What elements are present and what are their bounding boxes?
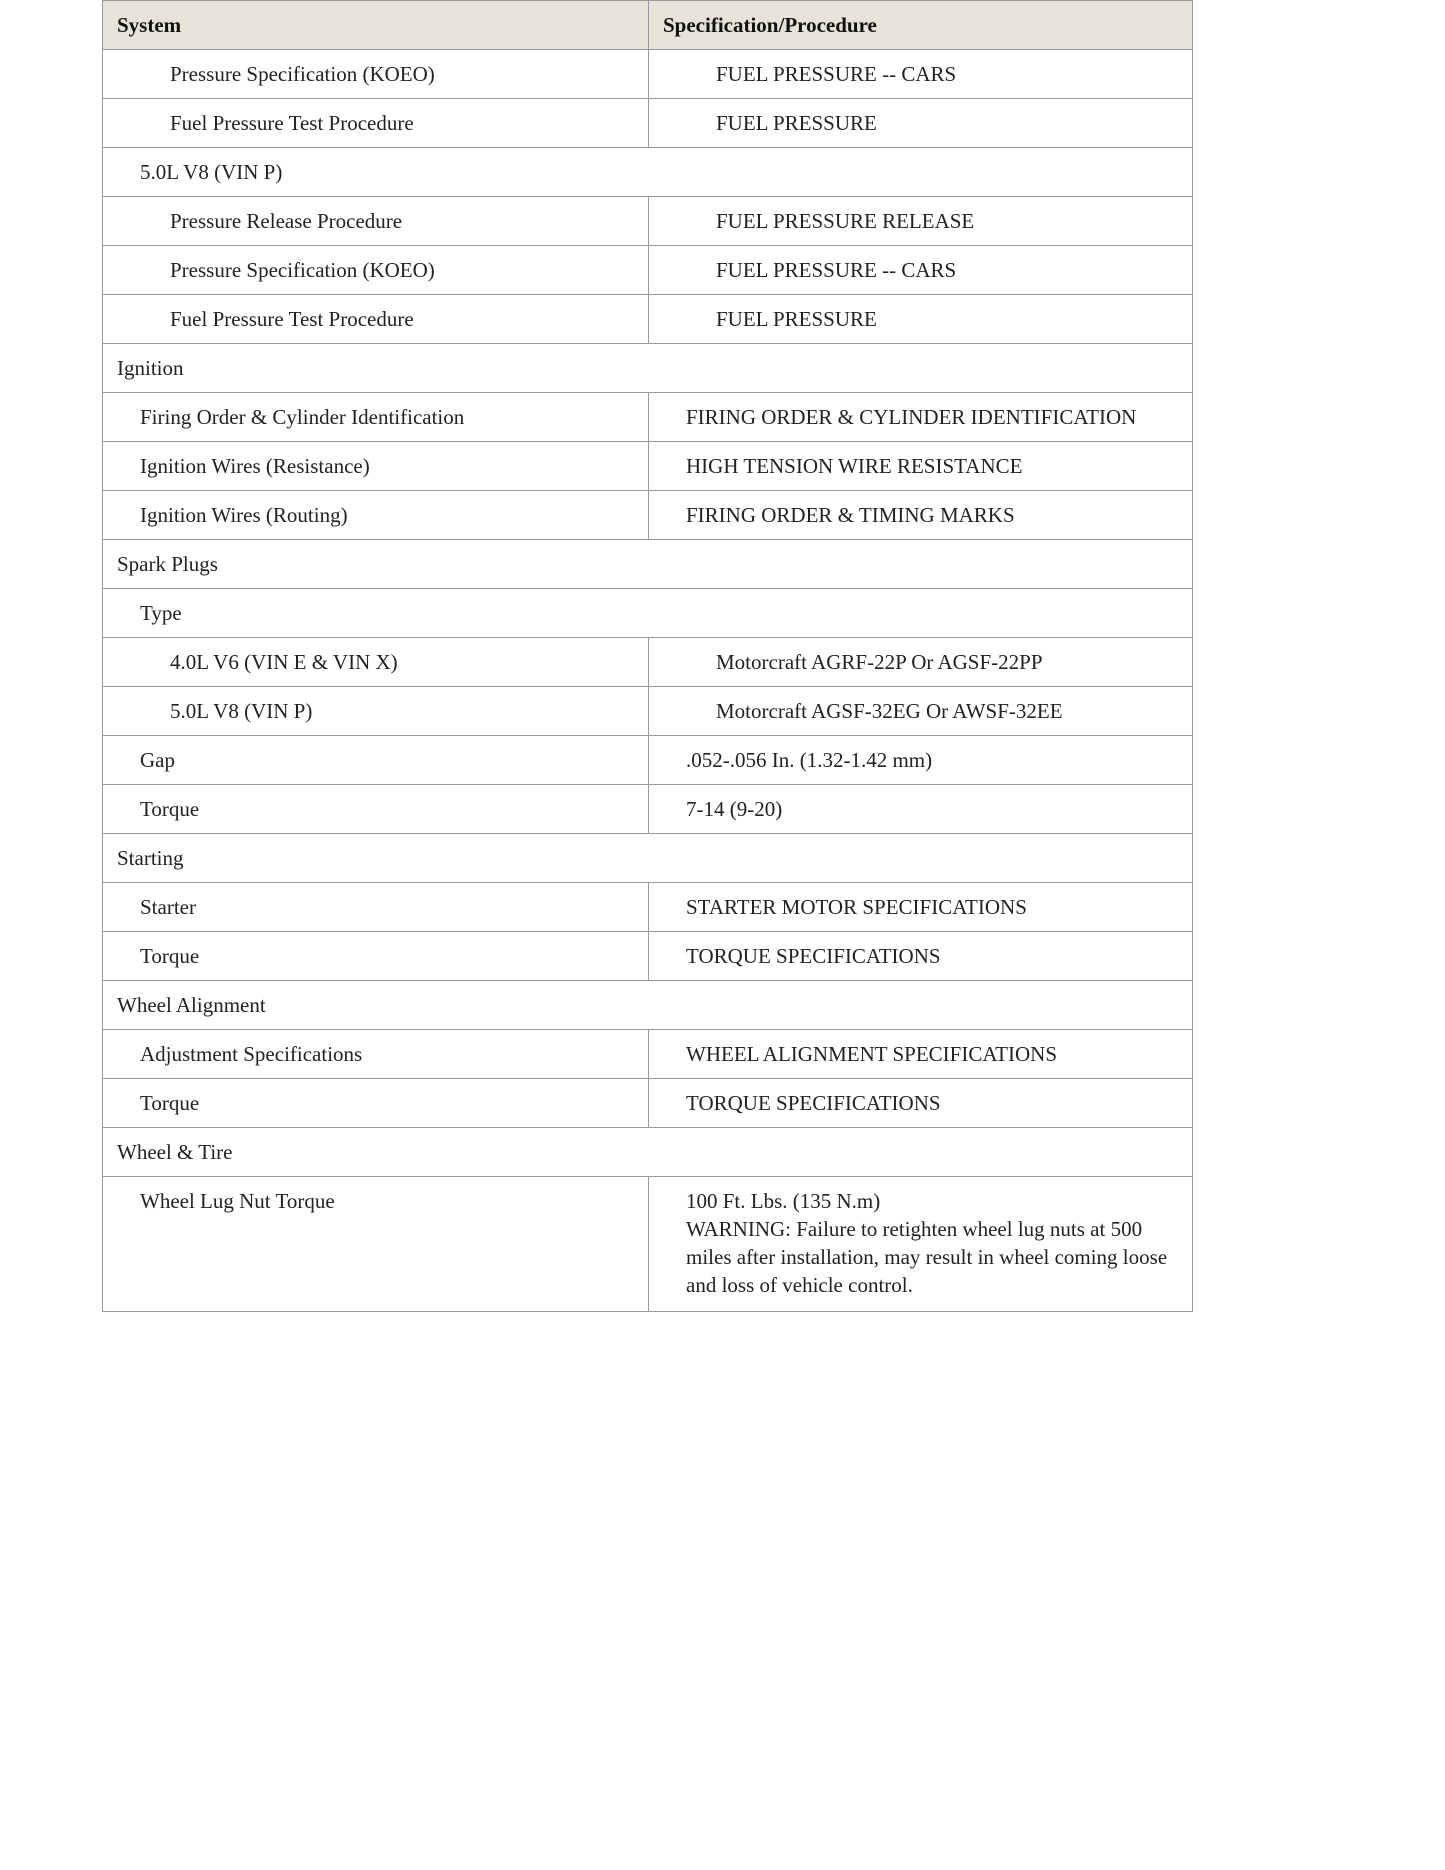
section-heading: Wheel & Tire bbox=[103, 1128, 1193, 1177]
section-heading: Spark Plugs bbox=[103, 540, 1193, 589]
section-row bbox=[103, 1128, 1193, 1177]
system-cell: Wheel Lug Nut Torque bbox=[103, 1177, 649, 1312]
system-cell: Pressure Specification (KOEO) bbox=[103, 246, 649, 295]
system-cell: Ignition Wires (Resistance) bbox=[103, 442, 649, 491]
specification-cell: TORQUE SPECIFICATIONS bbox=[649, 932, 1193, 981]
system-cell: Fuel Pressure Test Procedure bbox=[103, 99, 649, 148]
specification-cell: STARTER MOTOR SPECIFICATIONS bbox=[649, 883, 1193, 932]
section-row bbox=[103, 540, 1193, 589]
specification-cell: FIRING ORDER & TIMING MARKS bbox=[649, 491, 1193, 540]
section-row bbox=[103, 981, 1193, 1030]
specification-cell: WHEEL ALIGNMENT SPECIFICATIONS bbox=[649, 1030, 1193, 1079]
specification-cell: FUEL PRESSURE RELEASE bbox=[649, 197, 1193, 246]
specification-cell: HIGH TENSION WIRE RESISTANCE bbox=[649, 442, 1193, 491]
table-header-row bbox=[103, 1, 1193, 50]
table-body bbox=[103, 50, 1193, 1312]
system-cell: Gap bbox=[103, 736, 649, 785]
section-heading: 5.0L V8 (VIN P) bbox=[103, 148, 1193, 197]
system-cell: Torque bbox=[103, 785, 649, 834]
column-header-specification: Specification/Procedure bbox=[649, 1, 1193, 50]
table-row bbox=[103, 932, 1193, 981]
system-cell: Firing Order & Cylinder Identification bbox=[103, 393, 649, 442]
section-row bbox=[103, 834, 1193, 883]
table-row bbox=[103, 393, 1193, 442]
section-row bbox=[103, 148, 1193, 197]
system-cell: Starter bbox=[103, 883, 649, 932]
specification-cell: Motorcraft AGRF-22P Or AGSF-22PP bbox=[649, 638, 1193, 687]
system-cell: Ignition Wires (Routing) bbox=[103, 491, 649, 540]
system-cell: 5.0L V8 (VIN P) bbox=[103, 687, 649, 736]
specification-cell: FUEL PRESSURE -- CARS bbox=[649, 50, 1193, 99]
section-heading: Type bbox=[103, 589, 1193, 638]
specification-value: 100 Ft. Lbs. (135 N.m) bbox=[686, 1189, 881, 1213]
specification-cell: TORQUE SPECIFICATIONS bbox=[649, 1079, 1193, 1128]
system-cell: Torque bbox=[103, 1079, 649, 1128]
section-heading: Starting bbox=[103, 834, 1193, 883]
table-row bbox=[103, 1079, 1193, 1128]
table-row bbox=[103, 1030, 1193, 1079]
table-row bbox=[103, 197, 1193, 246]
table-row bbox=[103, 50, 1193, 99]
system-cell: Torque bbox=[103, 932, 649, 981]
table-row bbox=[103, 99, 1193, 148]
table-row bbox=[103, 736, 1193, 785]
specification-cell: 7-14 (9-20) bbox=[649, 785, 1193, 834]
table-row bbox=[103, 1177, 1193, 1312]
table-row bbox=[103, 883, 1193, 932]
specification-cell: FIRING ORDER & CYLINDER IDENTIFICATION bbox=[649, 393, 1193, 442]
table-row bbox=[103, 687, 1193, 736]
table-row bbox=[103, 638, 1193, 687]
system-cell: 4.0L V6 (VIN E & VIN X) bbox=[103, 638, 649, 687]
specification-cell: Motorcraft AGSF-32EG Or AWSF-32EE bbox=[649, 687, 1193, 736]
section-row bbox=[103, 344, 1193, 393]
specifications-table bbox=[102, 0, 1193, 1312]
table-row bbox=[103, 246, 1193, 295]
table-row bbox=[103, 295, 1193, 344]
system-cell: Pressure Release Procedure bbox=[103, 197, 649, 246]
section-heading: Wheel Alignment bbox=[103, 981, 1193, 1030]
specification-cell: .052-.056 In. (1.32-1.42 mm) bbox=[649, 736, 1193, 785]
system-cell: Fuel Pressure Test Procedure bbox=[103, 295, 649, 344]
column-header-system: System bbox=[103, 1, 649, 50]
specification-cell: FUEL PRESSURE -- CARS bbox=[649, 246, 1193, 295]
specification-cell bbox=[649, 1177, 1193, 1312]
specification-cell: FUEL PRESSURE bbox=[649, 99, 1193, 148]
table-row bbox=[103, 785, 1193, 834]
table-row bbox=[103, 491, 1193, 540]
system-cell: Pressure Specification (KOEO) bbox=[103, 50, 649, 99]
specification-cell: FUEL PRESSURE bbox=[649, 295, 1193, 344]
system-cell: Adjustment Specifications bbox=[103, 1030, 649, 1079]
section-heading: Ignition bbox=[103, 344, 1193, 393]
warning-text: WARNING: Failure to retighten wheel lug nuts at 500 miles after installation, may result in wheel coming loose and loss of vehicle control. bbox=[686, 1217, 1168, 1297]
table-row bbox=[103, 442, 1193, 491]
section-row bbox=[103, 589, 1193, 638]
